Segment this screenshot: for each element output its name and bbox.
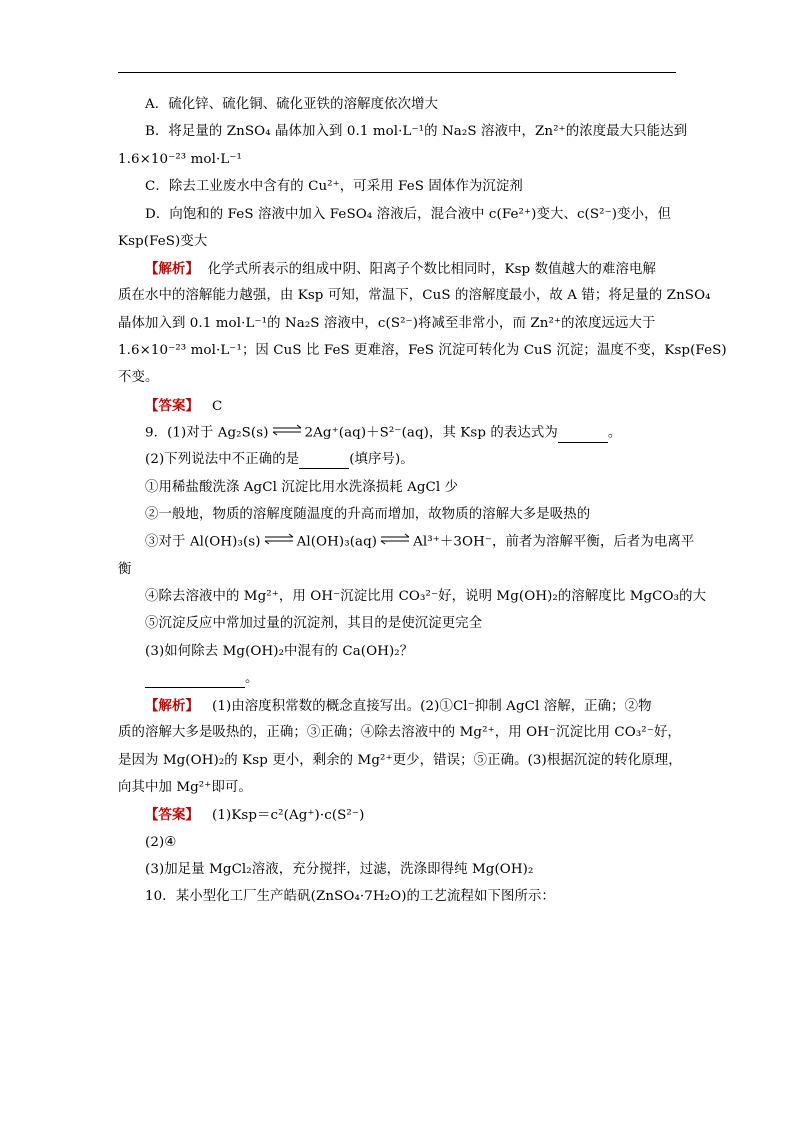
- q9-statement-3: [145, 533, 694, 552]
- analysis-tag: 【解析】: [145, 261, 199, 277]
- answer-blank-3[interactable]: [145, 673, 245, 688]
- analysis-8-line3: 晶体加入到 0.1 mol·L⁻¹的 Na₂S 溶液中，c(S²⁻)将减至非常小，而 Zn²⁺的浓度远远大于: [118, 316, 656, 331]
- q9-part3-answer-line: [145, 670, 259, 688]
- analysis-9-text1: (1)由溶度积常数的概念直接写出。(2)①Cl⁻抑制 AgCl 溶解，正确；②物: [212, 699, 652, 714]
- equilibrium-arrow-icon: [261, 533, 297, 551]
- analysis-8-line2: 质在水中的溶解能力越强，由 Ksp 可知，常温下，CuS 的溶解度最小，故 A 错；将足量的 ZnSO₄: [118, 288, 711, 303]
- analysis-8-line5: 不变。: [118, 370, 159, 385]
- equilibrium-arrow-icon: [377, 533, 413, 551]
- equilibrium-arrow-icon: [269, 424, 305, 442]
- answer-9-part3: (3)加足量 MgCl₂溶液，充分搅拌，过滤，洗涤即得纯 Mg(OH)₂: [145, 862, 534, 877]
- analysis-9-line1: [145, 697, 652, 716]
- analysis-9-line2: 质的溶解大多是吸热的，正确；③正确；④除去溶液中的 Mg²⁺，用 OH⁻沉淀比用 CO₃²⁻好，: [118, 725, 681, 740]
- q9-part2-end: (填序号)。: [349, 452, 414, 467]
- answer-tag: 【答案】: [145, 398, 199, 414]
- q9-statement-1: ①用稀盐酸洗涤 AgCl 沉淀比用水洗涤损耗 AgCl 少: [145, 480, 459, 495]
- q9-part1-lead: 9．(1)对于 Ag₂S(s): [145, 425, 269, 441]
- option-c: C．除去工业废水中含有的 Cu²⁺，可采用 FeS 固体作为沉淀剂: [145, 179, 523, 194]
- q9-part2-lead: (2)下列说法中不正确的是: [145, 452, 300, 467]
- analysis-9-line3: 是因为 Mg(OH)₂的 Ksp 更小，剩余的 Mg²⁺更少，错误；⑤正确。(3)根据沉淀的转化原理，: [118, 753, 682, 768]
- q9-part1-end: 。: [607, 425, 622, 441]
- answer-8-value: C: [212, 399, 223, 414]
- q9-part1: [145, 424, 621, 443]
- option-b-line2: 1.6×10⁻²³ mol·L⁻¹: [118, 152, 242, 167]
- q10-stem: 10．某小型化工厂生产皓矾(ZnSO₄·7H₂O)的工艺流程如下图所示：: [145, 889, 555, 904]
- q9-statement-2: ②一般地，物质的溶解度随温度的升高而增加，故物质的溶解大多是吸热的: [145, 507, 591, 522]
- q9-statement-3c: Al³⁺＋3OH⁻，前者为溶解平衡，后者为电离平: [413, 534, 695, 550]
- analysis-8-text1: 化学式所表示的组成中阴、阳离子个数比相同时，Ksp 数值越大的难溶电解: [207, 262, 656, 277]
- q9-part2: [145, 451, 414, 469]
- analysis-8-line4: 1.6×10⁻²³ mol·L⁻¹；因 CuS 比 FeS 更难溶，FeS 沉淀可转化为 CuS 沉淀；温度不变，Ksp(FeS): [118, 343, 727, 358]
- q9-statement-3-cont: 衡: [118, 562, 132, 577]
- answer-8: [145, 397, 222, 416]
- option-b-line1: B．将足量的 ZnSO₄ 晶体加入到 0.1 mol·L⁻¹的 Na₂S 溶液中，Zn²⁺的浓度最大只能达到: [145, 124, 688, 139]
- option-d-line1: D．向饱和的 FeS 溶液中加入 FeSO₄ 溶液后，混合液中 c(Fe²⁺)变大、c(S²⁻)变小，但: [145, 207, 672, 222]
- q9-statement-3a: ③对于 Al(OH)₃(s): [145, 534, 261, 550]
- answer-9-line1: [145, 806, 364, 825]
- analysis-8-line1: [145, 260, 656, 279]
- answer-blank-1[interactable]: [558, 428, 608, 443]
- q9-statement-4: ④除去溶液中的 Mg²⁺，用 OH⁻沉淀比用 CO₃²⁻好，说明 Mg(OH)₂的溶解度比 MgCO₃的大: [145, 589, 707, 604]
- option-d-line2: Ksp(FeS)变大: [118, 234, 208, 249]
- answer-blank-2[interactable]: [299, 454, 349, 469]
- answer-tag: 【答案】: [145, 807, 199, 823]
- answer-9-part1: (1)Ksp＝c²(Ag⁺)·c(S²⁻): [212, 808, 365, 823]
- q9-statement-5: ⑤沉淀反应中常加过量的沉淀剂，其目的是使沉淀更完全: [145, 616, 483, 631]
- header-rule: [118, 72, 676, 73]
- q9-part1-text: 2Ag⁺(aq)＋S²⁻(aq)，其 Ksp 的表达式为: [304, 425, 558, 441]
- q9-statement-3b: Al(OH)₃(aq): [296, 534, 378, 550]
- q9-part3: (3)如何除去 Mg(OH)₂中混有的 Ca(OH)₂？: [145, 644, 414, 659]
- analysis-tag: 【解析】: [145, 698, 199, 714]
- answer-9-part2: (2)④: [145, 835, 177, 850]
- analysis-9-line4: 向其中加 Mg²⁺即可。: [118, 780, 252, 795]
- option-a: A．硫化锌、硫化铜、硫化亚铁的溶解度依次增大: [145, 97, 439, 112]
- q9-part3-end: 。: [245, 671, 259, 686]
